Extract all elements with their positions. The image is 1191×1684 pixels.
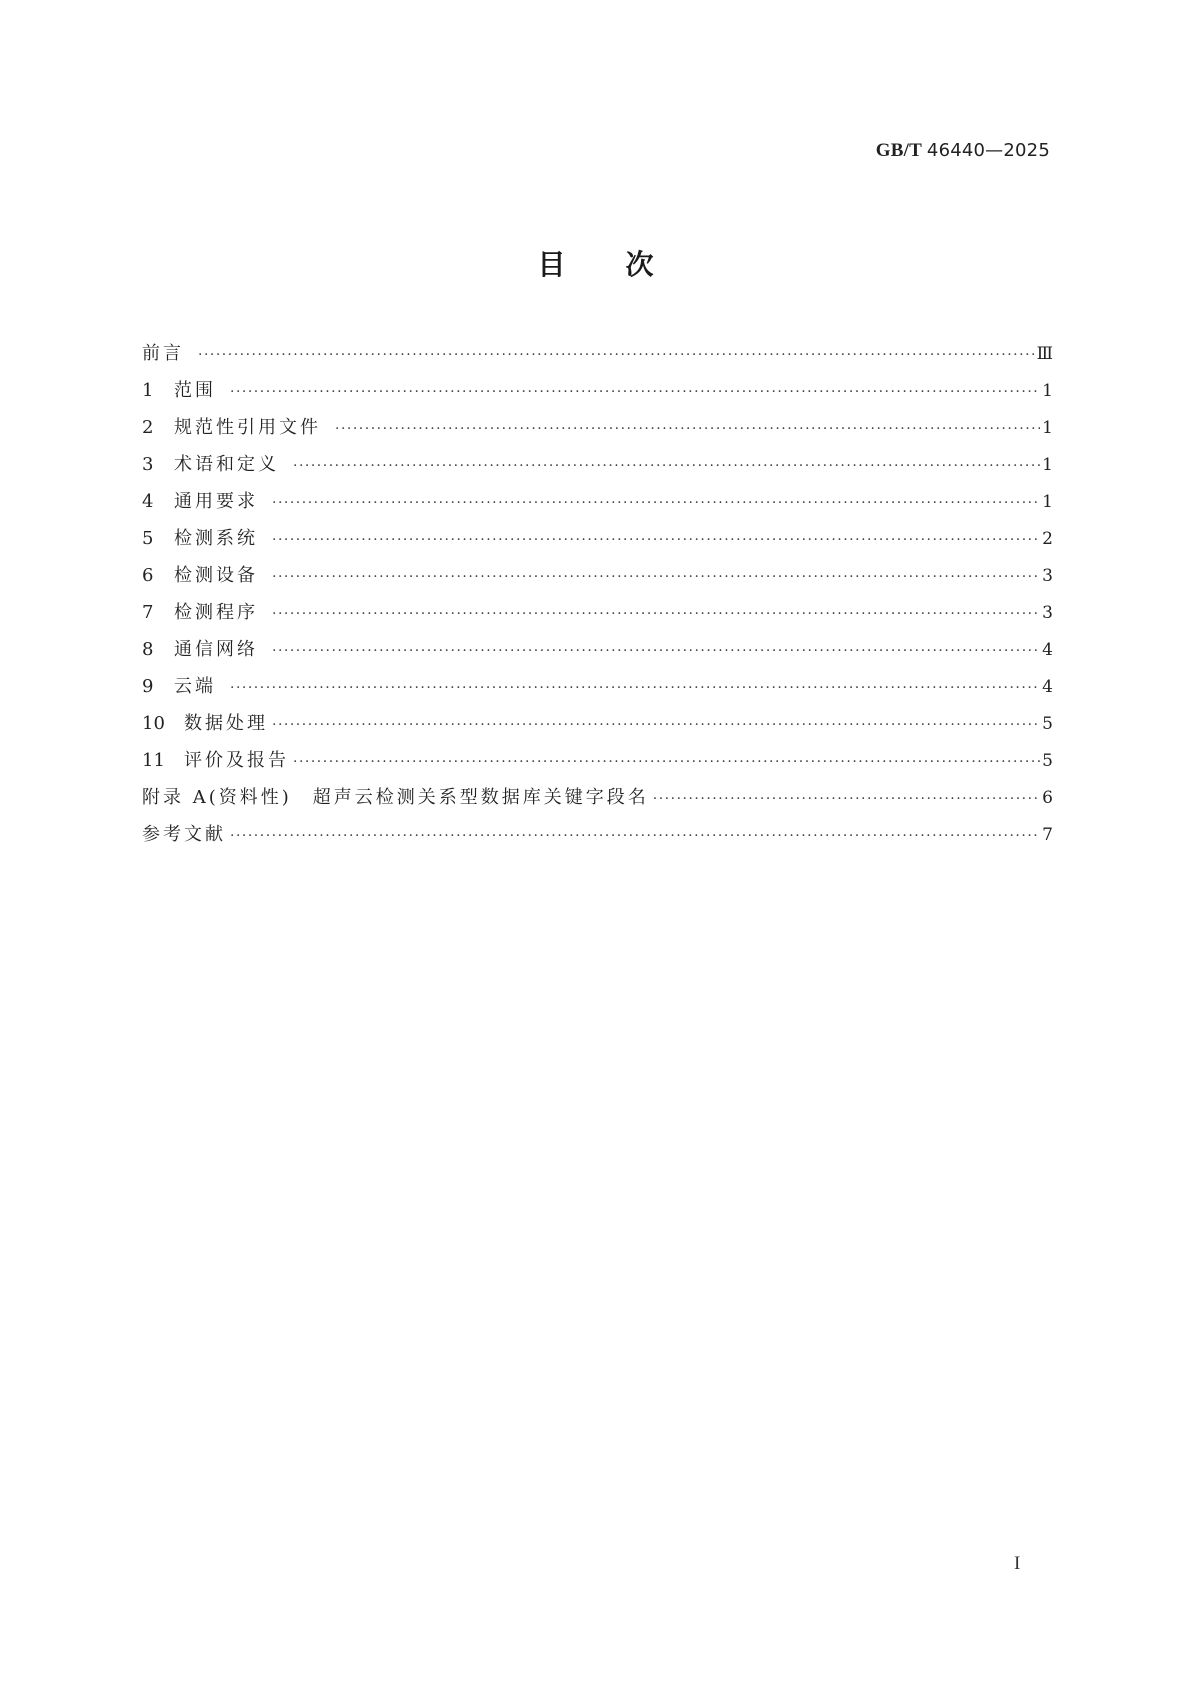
- page-number: I: [1014, 1553, 1021, 1574]
- toc-leader: [293, 458, 1040, 474]
- toc-entry-foreword[interactable]: [142, 339, 1053, 376]
- toc-entry-number: 8: [142, 639, 154, 660]
- toc-entry-page: 3: [1042, 566, 1053, 586]
- toc-entry-label: 数据处理: [184, 713, 268, 734]
- toc-leader: [230, 680, 1040, 696]
- toc-entry-number: 5: [142, 528, 154, 549]
- toc-entry-label: 附录 A(资料性) 超声云检测关系型数据库关键字段名: [142, 787, 649, 808]
- toc-leader: [230, 384, 1040, 400]
- toc-entry-label: 术语和定义: [174, 454, 279, 475]
- toc-entry-5[interactable]: [142, 524, 1053, 561]
- toc-entry-number: 11: [142, 750, 165, 771]
- toc-entry-appendix-a[interactable]: [142, 783, 1053, 820]
- toc-entry-11[interactable]: [142, 746, 1053, 783]
- toc-entry-number: 3: [142, 454, 154, 475]
- toc-entry-page: 5: [1042, 751, 1053, 771]
- toc-entry-number: 7: [142, 602, 154, 623]
- toc-leader: [272, 532, 1040, 548]
- toc-entry-page: Ⅲ: [1036, 344, 1053, 364]
- toc-leader: [335, 421, 1040, 437]
- toc-entry-number: 6: [142, 565, 154, 586]
- toc-entry-label: 前言: [142, 343, 184, 364]
- toc-entry-page: 5: [1042, 714, 1053, 734]
- standard-code-prefix: GB/T: [875, 140, 922, 161]
- toc-entry-6[interactable]: [142, 561, 1053, 598]
- toc-entry-page: 7: [1042, 825, 1053, 845]
- toc-entry-page: 1: [1042, 418, 1053, 438]
- toc-entry-10[interactable]: [142, 709, 1053, 746]
- toc-entry-number: 2: [142, 417, 154, 438]
- toc-entry-page: 1: [1042, 455, 1053, 475]
- toc-entry-1[interactable]: [142, 376, 1053, 413]
- toc-entry-7[interactable]: [142, 598, 1053, 635]
- toc-entry-9[interactable]: [142, 672, 1053, 709]
- toc-leader: [198, 347, 1035, 363]
- toc-entry-page: 3: [1042, 603, 1053, 623]
- toc-entry-label: 检测系统: [174, 528, 258, 549]
- toc-leader: [293, 754, 1040, 770]
- toc-entry-label: 评价及报告: [184, 750, 289, 771]
- toc-leader: [272, 717, 1040, 733]
- toc-entry-page: 4: [1042, 677, 1053, 697]
- toc-entry-label: 云端: [174, 676, 216, 697]
- toc-entry-number: 9: [142, 676, 154, 697]
- toc-entry-page: 1: [1042, 492, 1053, 512]
- toc-leader: [272, 495, 1040, 511]
- toc-entry-3[interactable]: [142, 450, 1053, 487]
- toc-title: 目次: [537, 248, 714, 281]
- toc-entry-label: 检测程序: [174, 602, 258, 623]
- toc-leader: [230, 828, 1040, 844]
- toc-entry-page: 6: [1042, 788, 1053, 808]
- toc-entry-references[interactable]: [142, 820, 1053, 857]
- toc-leader: [272, 643, 1040, 659]
- toc-entry-number: 4: [142, 491, 154, 512]
- toc-leader: [272, 569, 1040, 585]
- toc-entry-label: 参考文献: [142, 824, 226, 845]
- toc-entry-number: 10: [142, 713, 165, 734]
- toc-entry-4[interactable]: [142, 487, 1053, 524]
- toc-leader: [653, 791, 1040, 807]
- toc-entry-label: 规范性引用文件: [174, 417, 321, 438]
- toc-entry-label: 通信网络: [174, 639, 258, 660]
- toc-entry-number: 1: [142, 380, 154, 401]
- standard-code: [876, 140, 1050, 162]
- standard-code-number: 46440—2025: [926, 140, 1050, 161]
- toc-entry-page: 4: [1042, 640, 1053, 660]
- toc-entry-page: 2: [1042, 529, 1053, 549]
- toc-entry-page: 1: [1042, 381, 1053, 401]
- toc-entry-label: 检测设备: [174, 565, 258, 586]
- toc-entry-label: 范围: [174, 380, 216, 401]
- toc-entry-label: 通用要求: [174, 491, 258, 512]
- table-of-contents: [142, 339, 1053, 857]
- toc-entry-2[interactable]: [142, 413, 1053, 450]
- toc-entry-8[interactable]: [142, 635, 1053, 672]
- toc-leader: [272, 606, 1040, 622]
